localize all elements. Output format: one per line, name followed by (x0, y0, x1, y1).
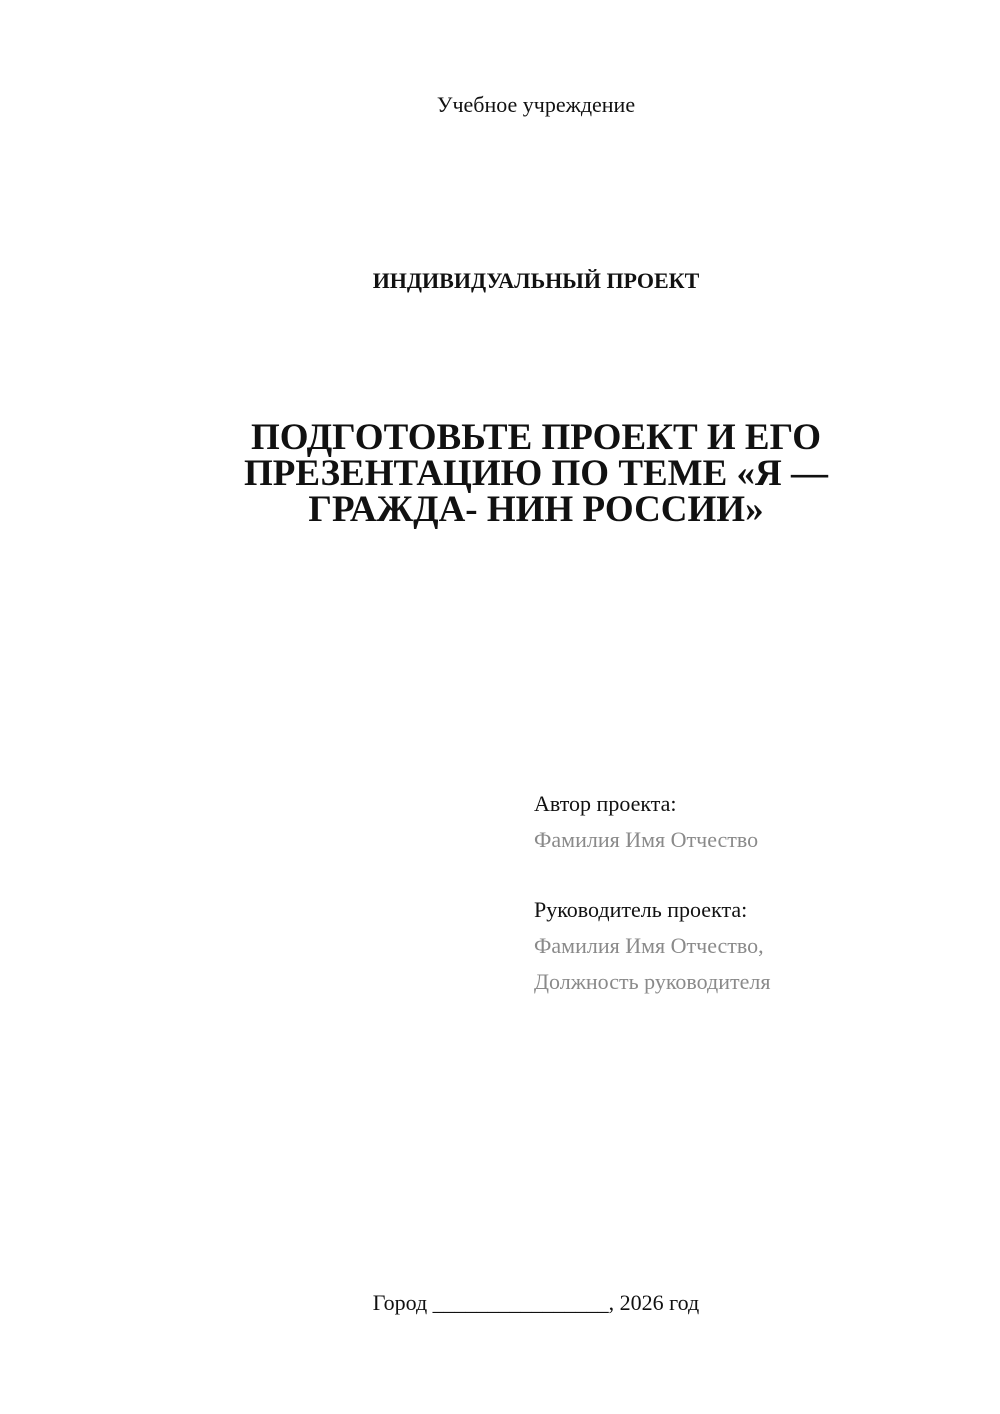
author-name: Фамилия Имя Отчество (534, 827, 759, 852)
city-year-line: Город ________________, 2026 год (372, 1290, 700, 1315)
author-block (534, 786, 974, 858)
project-title-line: ПОДГОТОВЬТЕ ПРОЕКТ И ЕГО (251, 417, 821, 458)
supervisor-name: Фамилия Имя Отчество, (534, 933, 764, 958)
supervisor-position: Должность руководителя (534, 969, 771, 994)
project-title-line: ПРЕЗЕНТАЦИЮ ПО ТЕМЕ «Я — (243, 453, 828, 494)
project-title (200, 417, 872, 530)
institution-name: Учебное учреждение (436, 92, 636, 117)
supervisor-block (534, 892, 974, 1000)
author-label: Автор проекта: (534, 791, 677, 816)
project-title-line: ГРАЖДА- НИН РОССИИ» (308, 489, 764, 530)
supervisor-label: Руководитель проекта: (534, 897, 748, 922)
document-type: ИНДИВИДУАЛЬНЫЙ ПРОЕКТ (372, 268, 700, 293)
